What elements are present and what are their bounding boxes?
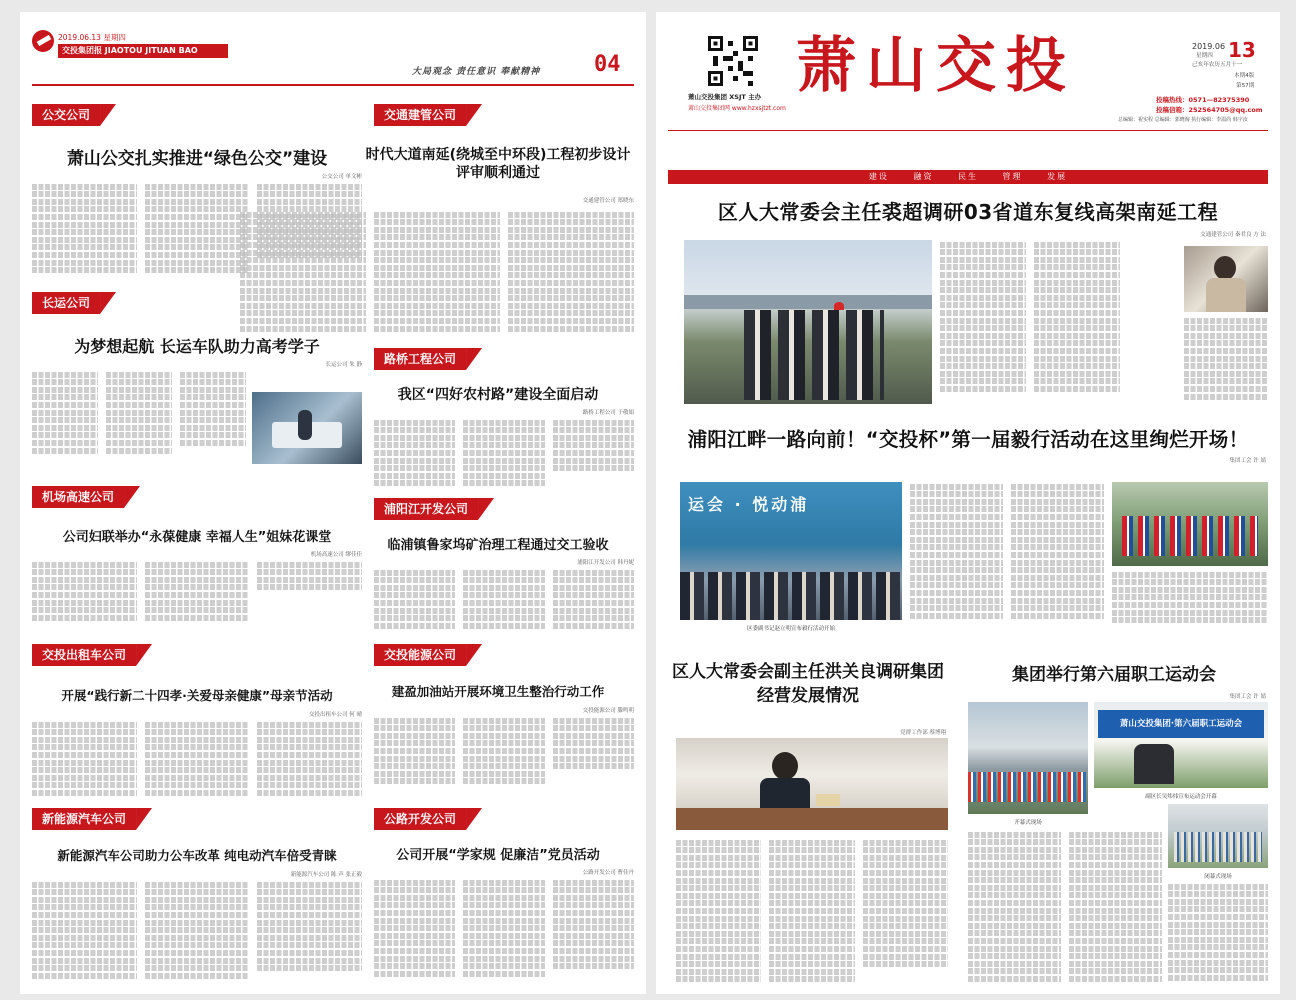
section-label-energy: 交投能源公司 [374,644,466,666]
article-body-taxi [32,720,362,800]
email[interactable]: 投稿信箱：252564705@qq.com [1156,106,1263,114]
article-body-headline-2-a [910,482,1104,630]
photo-inspection [684,240,932,404]
photo-coach-bus [252,392,362,464]
page-04 [20,12,646,994]
issue-date: 2019.06.13 星期四 [58,33,126,42]
newspaper-logo-icon [32,30,54,52]
lunar-date: 己亥年农历五月十一 [1192,62,1243,68]
section-label-bus: 公交公司 [32,104,100,126]
article-title-energy: 建盈加油站开展环境卫生整治行动工作 [391,684,605,699]
byline-nev: 新能源汽车公司 陈 声 张正毅 [290,872,362,878]
photo-meeting [676,738,948,830]
byline-coach: 长运公司 朱 静 [325,362,362,368]
article-body-coach [32,370,246,470]
header-rule [32,84,634,86]
weekday: 星期四 [1196,53,1213,59]
slogan: 大局观念 责任意识 奉献精神 [412,67,541,77]
banner-words: 建设 融资 民生 管理 发展 [668,170,1268,184]
paper-name: 交投集团报 JIAOTOU JITUAN BAO [58,44,228,58]
article-body-headline-3 [676,838,948,990]
article-body-headline-1-b [1184,316,1268,404]
article-body-construction [240,210,634,340]
headline-1: 区人大常委会主任裘超调研03省道东复线高架南延工程 [717,200,1219,224]
byline-headline-2: 集团工会 许 婧 [1229,458,1266,464]
byline-headline-4: 集团工会 许 婧 [1229,694,1266,700]
article-title-puyang: 临浦镇鲁家坞矿治理工程通过交工验收 [387,538,609,553]
article-title-bridge: 我区“四好农村路”建设全面启动 [397,387,599,403]
caption-opening: 开幕式现场 [1014,820,1042,826]
article-body-headline-4-b [1168,882,1268,990]
byline-bridge: 路桥工程公司 于敬娟 [582,410,634,416]
caption-vice-mayor: 副区长吴炜炜宣布运动会开幕 [1145,794,1217,800]
article-body-energy [374,716,634,790]
article-title-highway: 公司开展“学家规 促廉洁”党员活动 [396,848,600,863]
article-body-highway [374,878,634,990]
byline-headline-3: 党群工作部 蔡博翔 [900,730,946,736]
byline-puyang: 浦阳江开发公司 韩丹妮 [577,560,634,566]
total-issue: 第57期 [1236,83,1255,89]
section-label-airport: 机场高速公司 [32,486,124,508]
byline-headline-1: 交通建管公司 秦君良 方 法 [1200,232,1266,238]
section-label-construction: 交通建管公司 [374,104,466,126]
hotline: 投稿热线：0571—82375390 [1156,96,1250,104]
caption-headline-2: 区委副书记赵立明宣布毅行活动开始 [746,626,835,632]
issue: 本期4版 [1234,73,1255,79]
headline-3: 区人大常委会副主任洪关良调研集团经营发展情况 [672,662,944,706]
photo-speaker [1184,246,1268,312]
section-label-nev: 新能源汽车公司 [32,808,136,830]
editors: 总编辑：祝实程 总编辑：郭晓淘 执行编辑：李温尚 韩宇汝 [1118,117,1248,123]
article-title-construction: 时代大道南延(绕城至中环段)工程初步设计评审顺利通过 [365,147,631,181]
article-title-coach: 为梦想起航 长运车队助力高考学子 [74,337,320,356]
byline-bus: 公交公司 单文彬 [321,174,362,180]
page-number: 04 [594,52,621,77]
headline-2: 浦阳江畔一路向前！“交投杯”第一届毅行活动在这里绚烂开场！ [687,428,1249,451]
article-body-puyang [374,568,634,632]
photo-hiking-stage [680,482,902,620]
page-number: 13 [1228,38,1256,62]
headline-4: 集团举行第六届职工运动会 [1012,665,1216,685]
section-label-taxi: 交投出租车公司 [32,644,136,666]
section-label-puyang: 浦阳江开发公司 [374,498,478,520]
article-title-nev: 新能源汽车公司助力公车改革 纯电动汽车倍受青睐 [57,848,337,863]
article-body-headline-1-a [940,240,1120,404]
photo-sports-banner [1094,702,1268,788]
stage-banner-text: 运会 · 悦动浦 [688,495,810,514]
article-body-bridge [374,418,634,490]
date: 2019.06 [1192,42,1226,51]
caption-closing: 闭幕式现场 [1204,874,1232,880]
byline-energy: 交投能源公司 滕鸣明 [582,708,634,714]
website[interactable]: 萧山交投集团网 www.hzxsjtzt.com [688,105,786,112]
sponsor: 萧山交投集团 XSJT 主办 [688,93,762,101]
byline-airport: 机场高速公司 缪佳佳 [310,552,362,558]
qr-code-icon[interactable] [708,36,758,86]
article-title-bus: 萧山公交扎实推进“绿色公交”建设 [66,149,328,169]
byline-highway: 公路开发公司 曹佳丹 [582,870,634,876]
article-title-airport: 公司妇联举办“永葆健康 幸福人生”姐妹花课堂 [62,530,332,545]
photo-hiking-team [1112,482,1268,566]
section-label-bridge: 路桥工程公司 [374,348,466,370]
article-title-taxi: 开展“践行新二十四孝·关爱母亲健康”母亲节活动 [61,688,333,703]
section-label-highway: 公路开发公司 [374,808,466,830]
page-13 [656,12,1280,994]
article-body-airport [32,560,362,630]
page-header [20,12,646,86]
article-body-nev [32,880,362,990]
photo-opening-ceremony [968,702,1088,814]
article-body-headline-4-a [968,830,1162,990]
byline-construction: 交通建管公司 郑晓东 [582,198,634,204]
photo-closing-ceremony [1168,804,1268,868]
section-label-coach: 长运公司 [32,292,100,314]
article-body-headline-2-b [1112,570,1268,630]
byline-taxi: 交投出租车公司 何 晴 [309,712,362,718]
sports-banner-text: 萧山交投集团·第六届职工运动会 [1098,710,1264,738]
masthead: 萧山交投 [796,31,1076,101]
